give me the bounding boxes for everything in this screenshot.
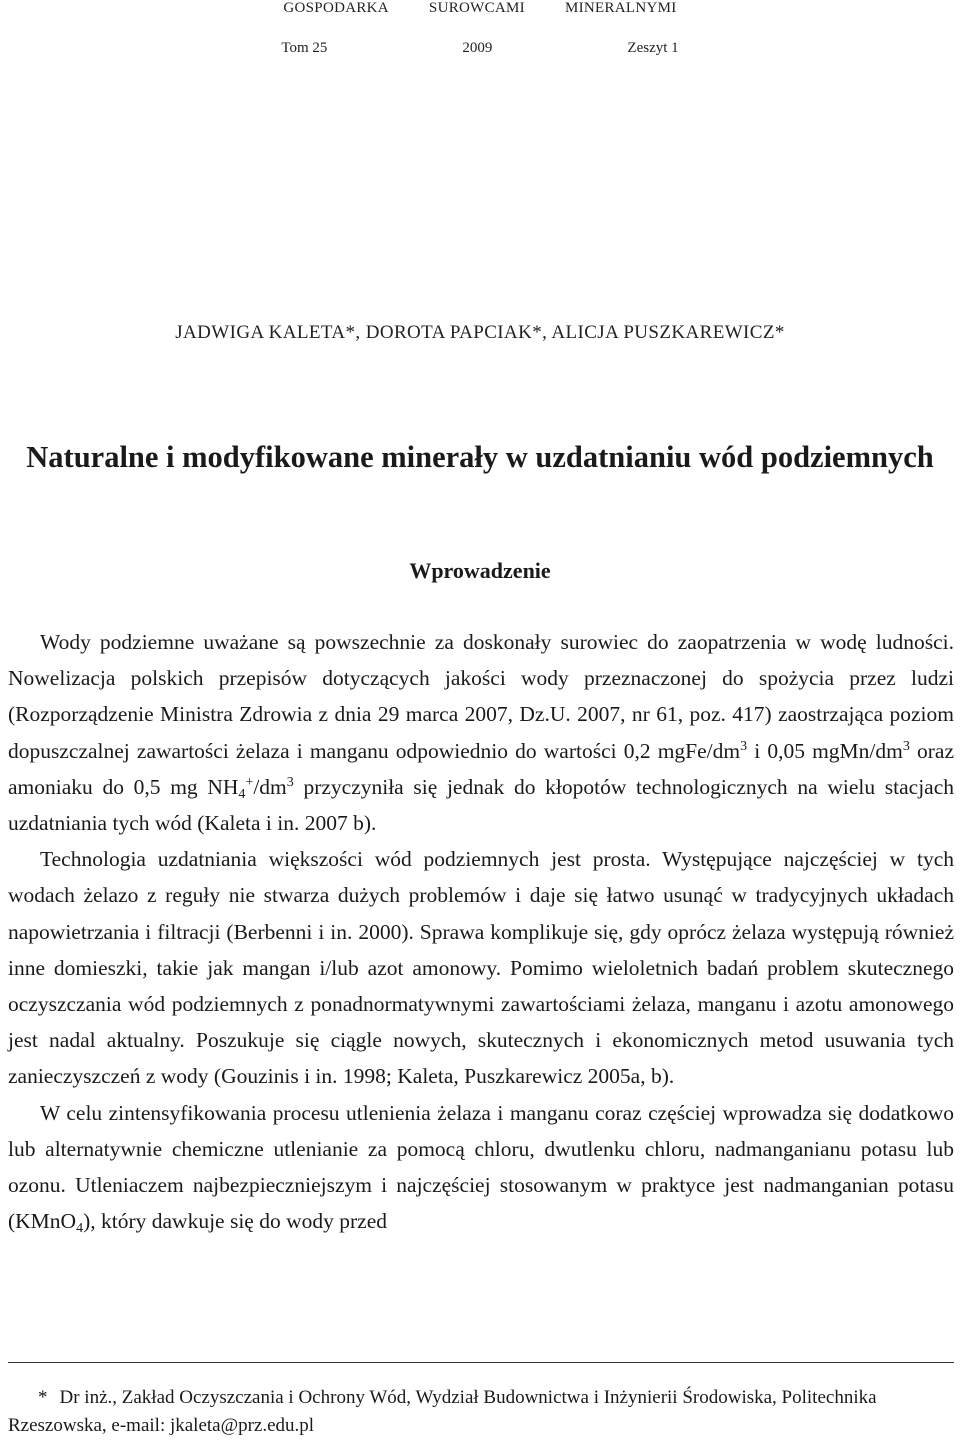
paragraph-3 [8, 1095, 954, 1240]
volume-label: Tom 25 [281, 40, 328, 56]
footnote-mark: * [38, 1387, 48, 1408]
journal-word-3: MINERALNYMI [564, 0, 677, 16]
footnote-text: Dr inż., Zakład Oczyszczania i Ochrony Wód, Wydział Budownictwa i Inżynierii Środowiska, Politechnika Rzeszowska, e-mail: jkaleta@prz.edu.pl [8, 1387, 877, 1436]
paragraph-1-text-d: /dm [253, 774, 287, 799]
paragraph-3-text-a: W celu zintensyfikowania procesu utlenienia żelaza i manganu coraz częściej wprowadza się dodatkowo lub alternatywnie chemiczne utlenianie za pomocą chloru, dwutlenku chloru, nadmanganianu potasu lub ozonu. Utleniaczem najbezpieczniejszym i najczęściej stosowanym w praktyce jest nadmanganian potasu (KMnO [8, 1100, 954, 1234]
subscript: 4 [76, 1221, 84, 1237]
issue-info [0, 40, 960, 57]
journal-word-2: SUROWCAMI [428, 0, 525, 16]
paragraph-3-text-b: ), który dawkuje się do wody przed [83, 1209, 388, 1234]
authors: JADWIGA KALETA*, DOROTA PAPCIAK*, ALICJA PUSZKAREWICZ* [175, 322, 785, 343]
superscript: 3 [902, 738, 910, 754]
body-text [8, 624, 954, 1239]
section-title: Wprowadzenie [409, 558, 551, 583]
paragraph-1-text-a: Wody podziemne uważane są powszechnie za doskonały surowiec do zaopatrzenia w wodę ludności. Nowelizacja polskich przepisów dotyczących jakości wody przeznaczonej do spożycia przez ludzi (Rozporządzenie Ministra Zdrowia z dnia 29 marca 2007, Dz.U. 2007, nr 61, poz. 417) zaostrzająca poziom dopuszczalnej zawartości żelaza i manganu odpowiednio do wartości 0,2 mgFe/dm [8, 630, 954, 763]
paragraph-1-text-b: i 0,05 mgMn/dm [747, 738, 903, 763]
paper-title: Naturalne i modyfikowane minerały w uzdatnianiu wód podziemnych [26, 440, 934, 474]
issue-label: Zeszyt 1 [627, 40, 679, 56]
subscript: 4 [238, 786, 246, 802]
paragraph-1 [8, 624, 954, 841]
journal-name [0, 0, 960, 16]
superscript: + [245, 774, 254, 790]
journal-word-1: GOSPODARKA [283, 0, 389, 16]
paragraph-1-text-e: przyczyniła się jednak do kłopotów technologicznych na wielu stacjach uzdatniania tych wód (Kaleta i in. 2007 b). [8, 774, 954, 836]
paragraph-2: Technologia uzdatniania większości wód podziemnych jest prosta. Występujące najczęściej w tych wodach żelazo z reguły nie stwarza dużych problemów i daje się łatwo usunąć w tradycyjnych układach napowietrzania i filtracji (Berbenni i in. 2000). Sprawa komplikuje się, gdy oprócz żelaza występują również inne domieszki, takie jak mangan i/lub azot amonowy. Pomimo wieloletnich badań problem skutecznego oczyszczania wód podziemnych z ponadnormatywnymi zawartościami żelaza, manganu i azotu amonowego jest nadal aktualny. Poszukuje się ciągle nowych, skutecznych i ekonomicznych metod usuwania tych zanieczyszczeń z wody (Gouzinis i in. 1998; Kaleta, Puszkarewicz 2005a, b). [8, 847, 954, 1089]
footnote-divider [8, 1362, 954, 1363]
year-label: 2009 [462, 40, 493, 56]
superscript: 3 [286, 774, 294, 790]
paragraph-1-text-c: oraz amoniaku do 0,5 mg NH [8, 738, 954, 799]
footnote [8, 1384, 954, 1440]
superscript: 3 [740, 738, 748, 754]
